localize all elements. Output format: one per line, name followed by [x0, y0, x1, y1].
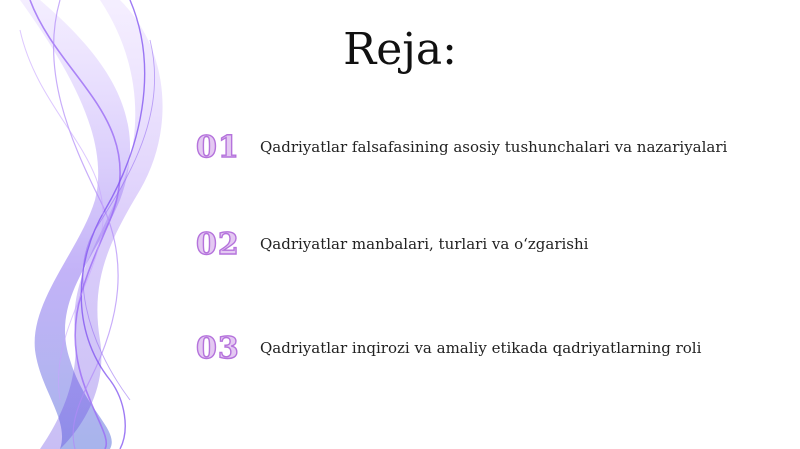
agenda-item-number: 02: [196, 227, 240, 262]
agenda-item-text: Qadriyatlar falsafasining asosiy tushunchalari va nazariyalari: [260, 138, 728, 156]
agenda-item-number: 03: [196, 331, 240, 366]
agenda-item-2: [196, 225, 786, 269]
agenda-item-text: Qadriyatlar manbalari, turlari va o‘zgarishi: [260, 235, 589, 253]
agenda-item-3: [196, 329, 786, 373]
agenda-item-number: 01: [196, 130, 240, 165]
agenda-item-1: [196, 128, 786, 172]
slide-title: Reja:: [343, 24, 457, 75]
agenda-item-text: Qadriyatlar inqirozi va amaliy etikada qadriyatlarning roli: [260, 339, 702, 357]
purple-smoke-decoration: [0, 0, 200, 449]
